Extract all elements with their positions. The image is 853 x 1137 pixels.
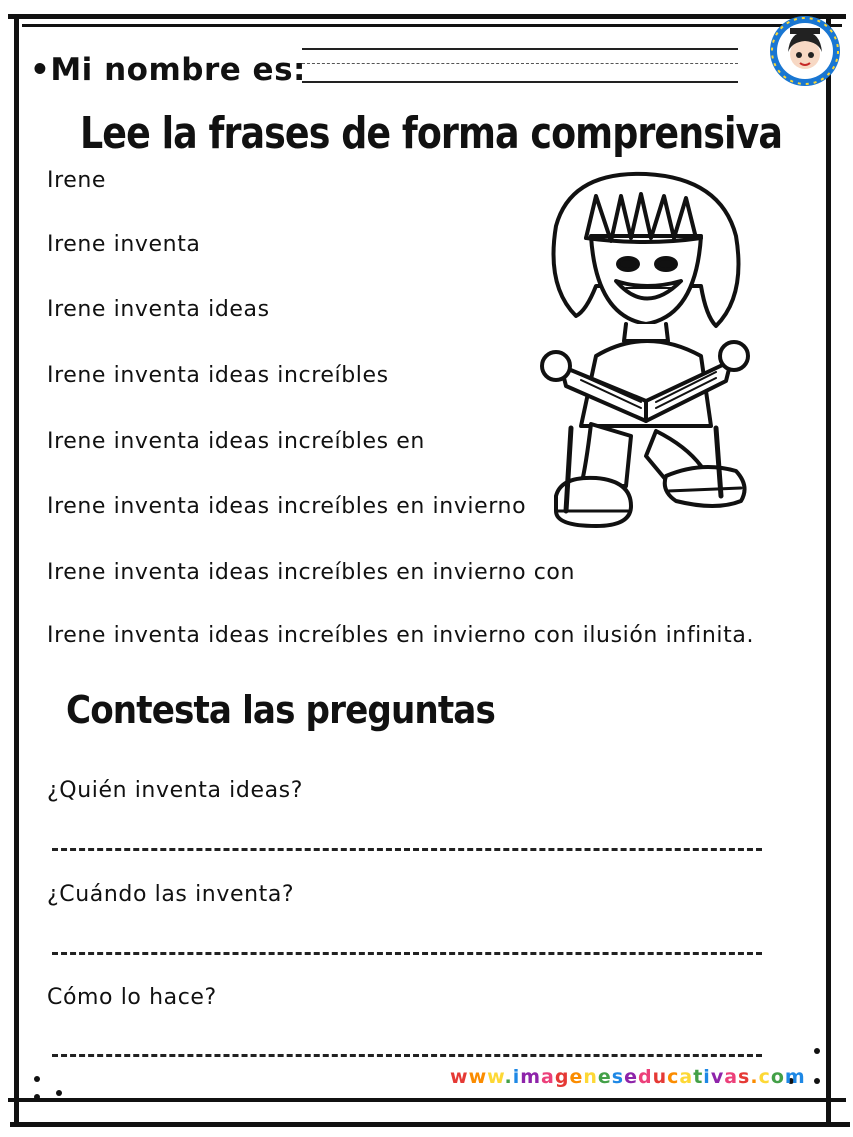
girl-reading-book-icon [536,166,750,538]
frame-left [14,14,19,1126]
answer-line-2[interactable] [52,952,762,955]
reading-phrase-4: Irene inventa ideas increíbles [47,363,389,388]
decor-dot [34,1094,40,1100]
question-3: Cómo lo hace? [47,985,217,1010]
reading-phrase-7: Irene inventa ideas increíbles en invierno con [47,560,576,585]
frame-top [8,14,846,19]
reading-phrase-3: Irene inventa ideas [47,297,270,322]
frame-bottom-outer [10,1122,850,1127]
reading-phrase-8: Irene inventa ideas increíbles en invierno con ilusión infinita. [47,623,755,648]
answer-line-1[interactable] [52,848,762,851]
frame-top-inner [22,24,842,27]
page-title: Lee la frases de forma comprensiva [80,108,782,159]
question-2: ¿Cuándo las inventa? [47,882,295,907]
question-1: ¿Quién inventa ideas? [47,778,304,803]
name-label: •Mi nombre es: [30,52,306,88]
decor-dot [34,1076,40,1082]
reading-phrase-2: Irene inventa [47,232,201,257]
reading-phrase-1: Irene [47,168,107,193]
decor-dot [814,1078,820,1084]
answer-line-3[interactable] [52,1054,762,1057]
teacher-avatar-logo-icon [768,14,842,88]
frame-right [826,14,831,1126]
decor-dot [56,1090,62,1096]
section-title: Contesta las preguntas [66,688,495,732]
reading-phrase-6: Irene inventa ideas increíbles en invierno [47,494,527,519]
name-row [30,52,306,88]
reading-phrase-5: Irene inventa ideas increíbles en [47,429,425,454]
name-writing-lines[interactable] [302,48,738,84]
frame-bottom [8,1098,846,1102]
decor-dot [814,1048,820,1054]
footer-website-link[interactable]: www.imageneseducativas.com [450,1066,806,1088]
